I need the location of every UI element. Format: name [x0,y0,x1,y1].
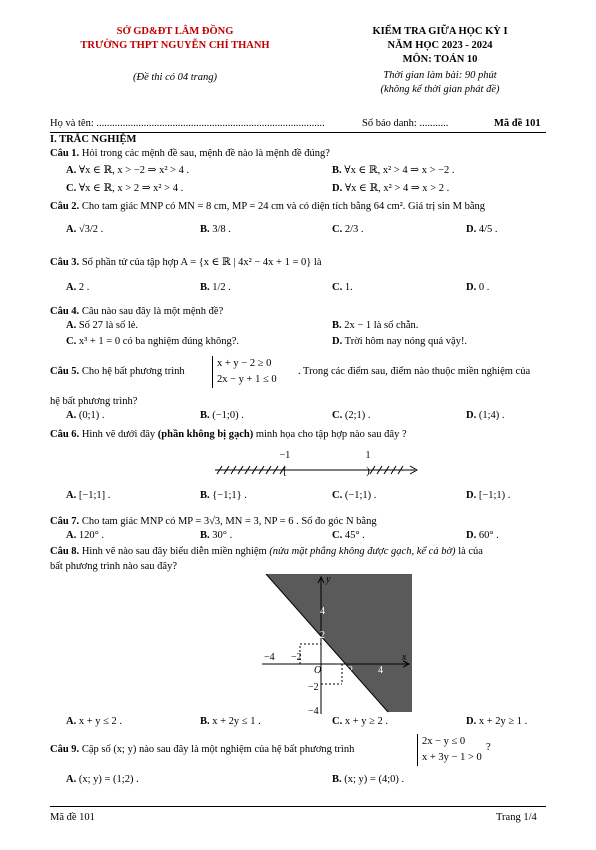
name-field: Họ và tên: ....................................................................................... [50,118,325,129]
ytick-2: 2 [320,630,325,641]
bracket-left: [ [283,465,287,477]
q5-inequality-system: x + y − 2 ≥ 0 2x − y + 1 ≤ 0 [212,356,277,388]
q1-option-c[interactable]: C. ∀x ∈ ℝ, x > 2 ⇒ x² > 4 . [66,183,184,194]
footer-divider [50,806,546,807]
q6-option-a[interactable]: A. [−1;1] . [66,490,111,501]
q9-question-mark: ? [486,742,491,753]
duration: Thời gian làm bài: 90 phút [383,70,497,81]
q8-graph [262,574,412,716]
q6-option-d[interactable]: D. [−1;1) . [466,490,511,501]
q8-text-end: bất phương trình nào sau đây? [50,561,178,572]
tick-label-neg1: −1 [279,450,291,461]
question-8: Câu 8. Hình vẽ nào sau đây biểu diễn miền nghiệm (nửa mặt phẳng không được gạch, kể cả bờ) là của [50,546,483,557]
q8-option-c[interactable]: C. x + y ≥ 2 . [332,716,389,727]
q5-text-cont: . Trong các điểm sau, điểm nào thuộc miền nghiệm của [298,366,531,377]
q6-option-c[interactable]: C. (−1;1) . [332,490,377,501]
header-divider [50,132,546,133]
page-count-note: (Đề thi có 04 trang) [133,72,217,83]
footer-exam-code: Mã đề 101 [50,812,95,823]
q4-option-b[interactable]: B. 2x − 1 là số chẵn. [332,320,419,331]
xtick-4: 4 [378,665,383,676]
exam-title: KIỂM TRA GIỮA HỌC KỲ I [372,26,508,37]
q7-option-c[interactable]: C. 45° . [332,530,365,541]
school-year: NĂM HỌC 2023 - 2024 [387,40,493,51]
xtick-neg4: −4 [264,652,275,663]
q2-option-b[interactable]: B. 3/8 . [200,224,231,235]
question-2: Câu 2. Cho tam giác MNP có MN = 8 cm, MP = 24 cm và có diện tích bằng 64 cm². Giá trị sin M bằng [50,201,486,212]
ytick-neg2: −2 [308,682,319,693]
footer-page-number: Trang 1/4 [496,812,537,823]
q3-option-c[interactable]: C. 1. [332,282,353,293]
ytick-neg4: −4 [308,706,319,716]
x-axis-label: x [402,652,407,663]
section-title: I. TRẮC NGHIỆM [50,134,137,145]
y-axis-label: y [326,574,331,585]
q8-option-b[interactable]: B. x + 2y ≤ 1 . [200,716,261,727]
shaded-region [266,574,412,712]
subject: MÔN: TOÁN 10 [402,54,478,65]
q7-option-a[interactable]: A. 120° . [66,530,105,541]
question-4: Câu 4. Câu nào sau đây là một mệnh đề? [50,306,224,317]
paren-right: ) [366,465,370,477]
q2-option-a[interactable]: A. √3/2 . [66,224,104,235]
q7-option-b[interactable]: B. 30° . [200,530,233,541]
question-5: Câu 5. Cho hệ bất phương trình [50,366,185,377]
q6-option-b[interactable]: B. {−1;1} . [200,490,247,501]
q1-option-d[interactable]: D. ∀x ∈ ℝ, x² > 4 ⇒ x > 2 . [332,183,450,194]
school-name: TRƯỜNG THPT NGUYỄN CHÍ THANH [80,40,270,51]
duration-note: (không kể thời gian phát đề) [380,84,500,95]
dept-name: SỞ GD&ĐT LÂM ĐỒNG [116,26,234,37]
question-7: Câu 7. Cho tam giác MNP có MP = 3√3, MN = 3, NP = 6 . Số đo góc N bằng [50,516,377,527]
q7-option-d[interactable]: D. 60° . [466,530,499,541]
question-9: Câu 9. Cặp số (x; y) nào sau đây là một nghiệm của hệ bất phương trình [50,744,355,755]
q5-option-c[interactable]: C. (2;1) . [332,410,371,421]
q1-option-b[interactable]: B. ∀x ∈ ℝ, x² > 4 ⇒ x > −2 . [332,165,455,176]
q1-option-a[interactable]: A. ∀x ∈ ℝ, x > −2 ⇒ x² > 4 . [66,165,190,176]
xtick-neg2: −2 [291,652,302,663]
origin-label: O [314,665,322,676]
q9-option-a[interactable]: A. (x; y) = (1;2) . [66,774,139,785]
q9-option-b[interactable]: B. (x; y) = (4;0) . [332,774,405,785]
ytick-4: 4 [320,606,325,617]
exam-code: Mã đề 101 [494,118,541,129]
question-6: Câu 6. Hình vẽ dưới đây (phần không bị gạch) minh họa cho tập hợp nào sau đây ? [50,429,407,440]
q4-option-a[interactable]: A. Số 27 là số lẻ. [66,320,139,331]
student-id-field: Số báo danh: ........... [362,118,449,129]
question-3: Câu 3. Số phần tử của tập hợp A = {x ∈ ℝ | 4x² − 4x + 1 = 0} là [50,257,322,268]
q8-option-a[interactable]: A. x + y ≤ 2 . [66,716,123,727]
q2-option-d[interactable]: D. 4/5 . [466,224,498,235]
q9-inequality-system: 2x − y ≤ 0 x + 3y − 1 > 0 [417,734,482,766]
q5-option-a[interactable]: A. (0;1) . [66,410,105,421]
q3-option-a[interactable]: A. 2 . [66,282,90,293]
xtick-2: 2 [348,665,353,676]
q5-option-d[interactable]: D. (1;4) . [466,410,505,421]
q3-option-b[interactable]: B. 1/2 . [200,282,231,293]
q4-option-d[interactable]: D. Trời hôm nay nóng quá vậy!. [332,336,468,347]
q3-option-d[interactable]: D. 0 . [466,282,490,293]
q4-option-c[interactable]: C. x³ + 1 = 0 có ba nghiệm đúng không?. [66,336,240,347]
tick-label-1: 1 [365,450,371,461]
q2-option-c[interactable]: C. 2/3 . [332,224,364,235]
q8-option-d[interactable]: D. x + 2y ≥ 1 . [466,716,528,727]
question-1: Câu 1. Hỏi trong các mệnh đề sau, mệnh đề nào là mệnh đề đúng? [50,148,330,159]
q5-option-b[interactable]: B. (−1;0) . [200,410,244,421]
q5-text-end: hệ bất phương trình? [50,396,138,407]
q6-number-line [210,446,422,480]
